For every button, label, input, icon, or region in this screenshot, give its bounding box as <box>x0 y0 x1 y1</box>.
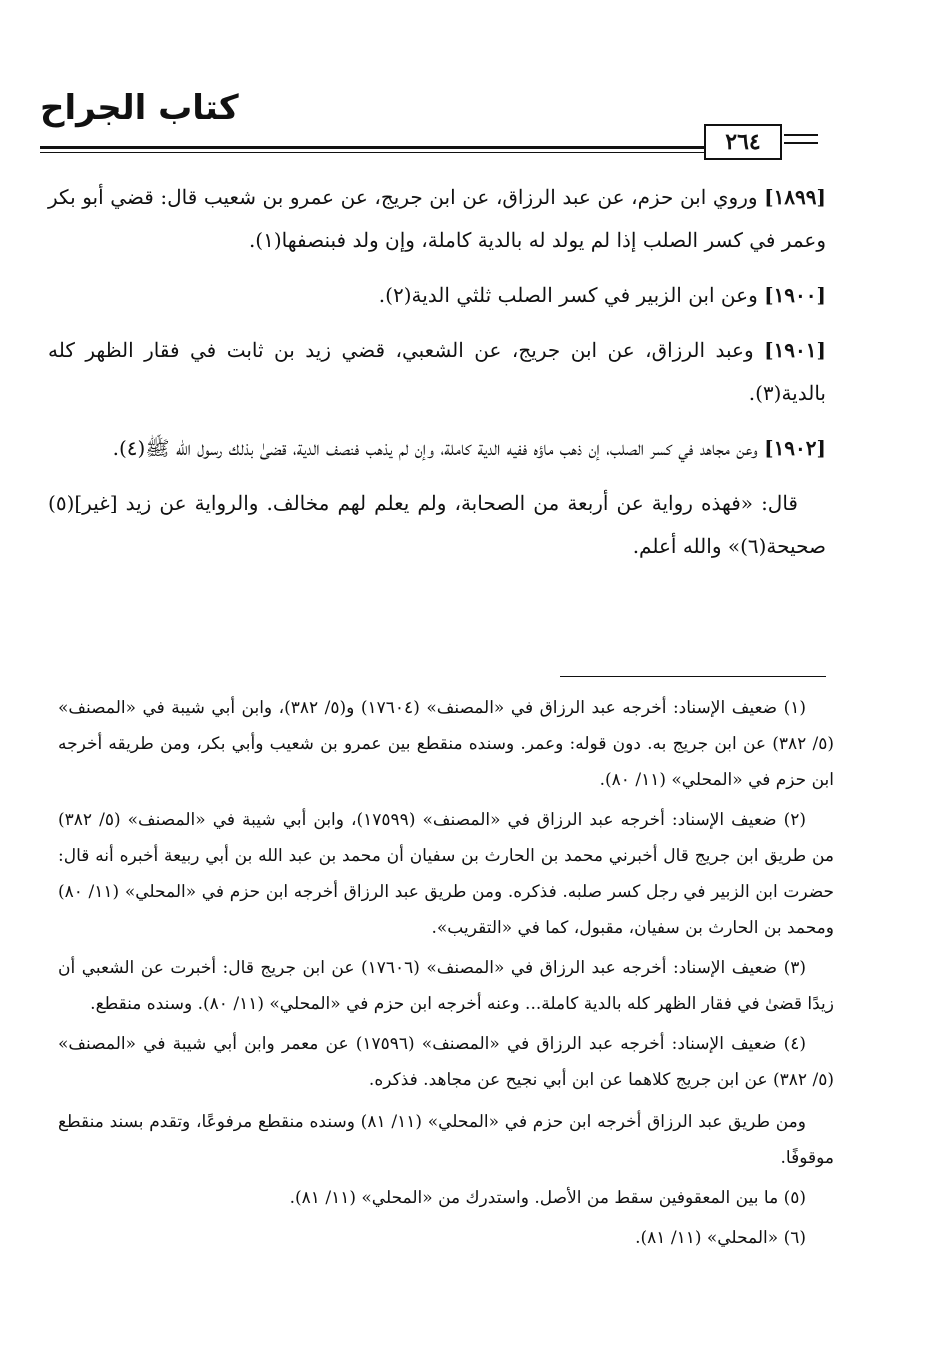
footnotes <box>58 690 834 1260</box>
footnote: (٤) ضعيف الإسناد: أخرجه عبد الرزاق في «المصنف» (١٧٥٩٦) عن معمر وابن أبي شيبة في «المصنف» (٥/ ٣٨٢) عن ابن جريج كلاهما عن ابن أبي نجيح عن مجاهد. فذكره. <box>58 1034 834 1090</box>
hadith-paragraph <box>48 274 826 317</box>
header-rule <box>40 146 704 149</box>
footnote: (٢) ضعيف الإسناد: أخرجه عبد الرزاق في «المصنف» (١٧٥٩٩)، وابن أبي شيبة في «المصنف» (٥/ ٣٨٢) من طريق ابن جريج قال أخبرني محمد بن الحارث بن سفيان أن محمد بن عبد الله بن أبي ربيعة أخبره أنه قال: حضرت ابن الزبير في رجل كسر صلبه. فذكره. ومن طريق عبد الرزاق أخرجه ابن حزم في «المحلي» (١١/ ٨٠) ومحمد بن الحارث بن سفيان، مقبول، كما في «التقريب». <box>58 810 834 938</box>
quote-text: قال: «فهذه رواية عن أربعة من الصحابة، ولم يعلم لهم مخالف. والرواية عن زيد [غير](٥) صحيحة(٦)» والله أعلم. <box>48 491 826 558</box>
footnote: (٣) ضعيف الإسناد: أخرجه عبد الرزاق في «المصنف» (١٧٦٠٦) عن ابن جريج قال: أخبرت عن الشعبي أن زيدًا قضىٰ في فقار الظهر كله بالدية كاملة... وعنه أخرجه ابن حزم في «المحلي» (١١/ ٨٠). وسنده منقطع. <box>58 958 834 1014</box>
hadith-number: [١٩٠١] <box>764 338 826 362</box>
main-text <box>48 176 826 580</box>
book-title: كتاب الجراح <box>40 88 239 128</box>
footnote-continuation: ومن طريق عبد الرزاق أخرجه ابن حزم في «المحلي» (١١/ ٨١) وسنده منقطع مرفوعًا، وتقدم بسند منقطع موقوفًا. <box>58 1112 834 1168</box>
footnote: (٥) ما بين المعقوفين سقط من الأصل. واستدرك من «المحلي» (١١/ ٨١). <box>289 1188 806 1208</box>
hadith-paragraph <box>48 176 826 262</box>
page-number: ٢٦٤ <box>704 124 782 160</box>
header-ornament-line <box>784 142 818 144</box>
hadith-paragraph <box>48 329 826 415</box>
hadith-number: [١٩٠٢] <box>764 436 826 460</box>
footnote: (١) ضعيف الإسناد: أخرجه عبد الرزاق في «المصنف» (١٧٦٠٤) و(٥/ ٣٨٢)، وابن أبي شيبة في «المصنف» (٥/ ٣٨٢) عن ابن جريج به. دون قوله: وعمر. وسنده منقطع بين عمرو بن شعيب وأبي بكر، ومن طريقه أخرجه ابن حزم في «المحلي» (١١/ ٨٠). <box>58 698 834 790</box>
hadith-number: [١٨٩٩] <box>764 185 826 209</box>
hadith-paragraph <box>48 427 826 470</box>
hadith-text: وروي ابن حزم، عن عبد الرزاق، عن ابن جريج، عن عمرو بن شعيب قال: قضي أبو بكر وعمر في كسر الصلب إذا لم يولد له بالدية كاملة، وإن ولد فبنصفها(١). <box>48 185 826 252</box>
footnote-divider <box>560 676 826 677</box>
quote-paragraph <box>48 482 826 568</box>
footnote: (٦) «المحلي» (١١/ ٨١). <box>635 1228 806 1248</box>
header-rule-thin <box>40 152 704 153</box>
hadith-text: وعن ابن الزبير في كسر الصلب ثلثي الدية(٢). <box>378 283 765 307</box>
hadith-text: وعبد الرزاق، عن ابن جريج، عن الشعبي، قضي زيد بن ثابت في فقار الظهر كله بالدية(٣). <box>48 338 826 405</box>
page-header <box>40 88 818 158</box>
hadith-text: وعن مجاهد في كسر الصلب، إن ذهب ماؤه ففيه الدية كاملة، وإن لم يذهب فنصف الدية، قضىٰ بذلك رسول الله ﷺ(٤). <box>112 436 765 460</box>
header-ornament-line <box>784 134 818 136</box>
hadith-number: [١٩٠٠] <box>764 283 826 307</box>
